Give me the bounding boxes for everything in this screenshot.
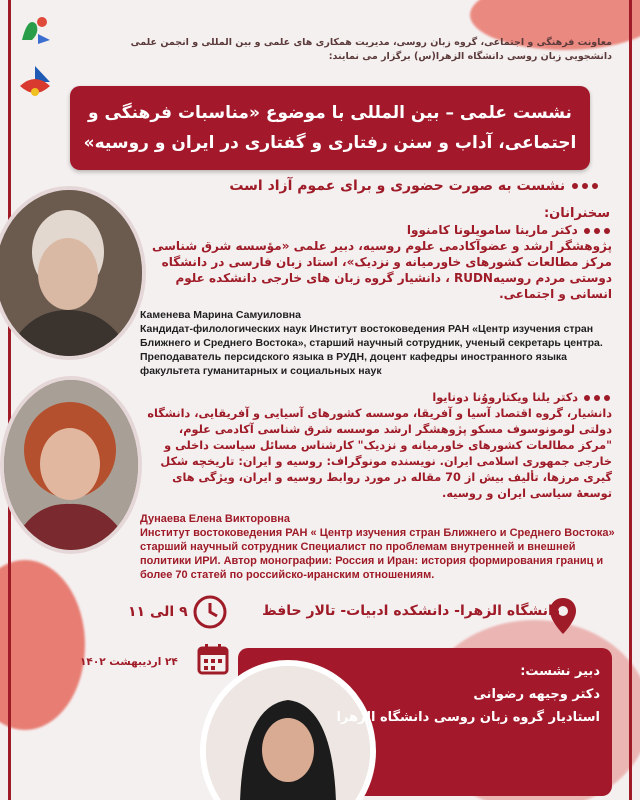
speaker2-russian: [140, 512, 620, 582]
speaker2-name-fa: دکتر یلنا ویکتارووُنا دونایوا: [142, 390, 612, 406]
date-text: ۲۴ اردیبهشت ۱۴۰۲: [80, 656, 178, 668]
chair-heading: دبیر نشست:: [520, 664, 600, 679]
chair-info: [336, 660, 600, 729]
speaker1-russian: [140, 308, 620, 378]
alzahra-logo-icon: [14, 10, 56, 52]
university-logos: [14, 10, 74, 108]
notice-text: نشست به صورت حضوری و برای عموم آزاد است: [229, 178, 566, 194]
speaker1-persian: [142, 222, 612, 302]
speaker1-bio-fa: پژوهشگر ارشد و عضوآکادمی علوم روسیه، دبیر علمی «مؤسسه شرق شناسی مرکز مطالعات کشورهای خاورمیانه و نزدیک»، استاد زبان فارسی در دانشگاه دوستی مردم روسیهRUDN ، دانشیار گروه زبان های خارجی دانشکده علوم انسانی و اجتماعی.: [151, 239, 612, 301]
speaker1-name-fa: دکتر مارینا سامویلونا کامنووا: [142, 222, 612, 238]
organizers-line-2: دانشجویی زبان روسی دانشگاه الزهرا(س) برگزار می نمایند:: [328, 51, 612, 62]
public-notice: [140, 178, 600, 194]
chair-name: دکتر وجیهه رضوانی: [473, 687, 600, 702]
speaker1-portrait-icon: [0, 190, 142, 356]
faculty-logo-icon: [14, 62, 56, 104]
title-line-2: اجتماعی، آداب و سنن رفتاری و گفتاری در ایران و روسیه»: [83, 133, 577, 153]
time-text: ۹ الی ۱۱: [128, 604, 188, 620]
speaker1-bio-ru: Кандидат-филологических наук Институт востоковедения РАН «Центр изучения стран Ближнего и Среднего Востока», старший научный сотрудник, ученый секретарь центра. Преподаватель персидского языка в РУДН, доцент кафедры иностранного языка факультета гуманитарных и социальных наук: [140, 323, 603, 377]
speaker2-photo: [0, 376, 142, 554]
speaker2-bio-ru: Институт востоковедения РАН « Центр изучения стран Ближнего и Среднего Востока» старший научный сотрудник Специалист по проблемам внутренней и внешней политики ИРИ. Автор монографии: Россия и Иран: история формирования границ и более 70 статей по российско-иранским отношениям.: [140, 527, 615, 581]
chair-title: استادیار گروه زبان روسی دانشگاه الزهرا: [336, 710, 600, 725]
speaker2-portrait-icon: [4, 380, 138, 550]
venue-text: دانشگاه الزهرا- دانشکده ادبیات- تالار حافظ: [262, 603, 560, 619]
title-banner: [70, 86, 590, 170]
calendar-icon: [196, 642, 230, 676]
bullet-icon: [592, 183, 598, 189]
speaker2-name-ru: Дунаева Елена Викторовна: [140, 513, 291, 525]
speakers-heading: سخنرانان:: [543, 206, 610, 221]
speaker2-bio-fa: دانشیار، گروه اقتصاد آسیا و آفریقا، موسسه کشورهای آسیایی و آفریقایی، دانشگاه دولتی لومونوسوف مسکو پژوهشگر ارشد موسسه شرق شناسی آکادمی علوم، "مرکز مطالعات کشورهای خاورمیانه و نزدیک" کارشناس مسائل سیاست داخلی و خارجی جمهوری اسلامی ایران. نویسنده مونوگراف: روسیه و ایران: تاریخچه شکل گیری مرزها، تألیف بیش از 70 مقاله در مورد روابط روسیه و ایران، ویژگی های توسعۀ سیاسی ایران و روسیه.: [147, 407, 612, 500]
organizers-text: [92, 36, 612, 64]
bullet-icon: [572, 183, 578, 189]
speaker1-name-ru: Каменева Марина Самуиловна: [140, 309, 301, 321]
organizers-line-1: معاونت فرهنگی و اجتماعی، گروه زبان روسی، مدیریت همکاری های علمی و بین المللی و انجمن علمی: [130, 37, 612, 48]
title-line-1: نشست علمی – بین المللی با موضوع «مناسبات فرهنگی و: [88, 103, 572, 123]
bullet-icon: [582, 183, 588, 189]
clock-icon: [192, 594, 228, 630]
speaker2-persian: [142, 390, 612, 502]
